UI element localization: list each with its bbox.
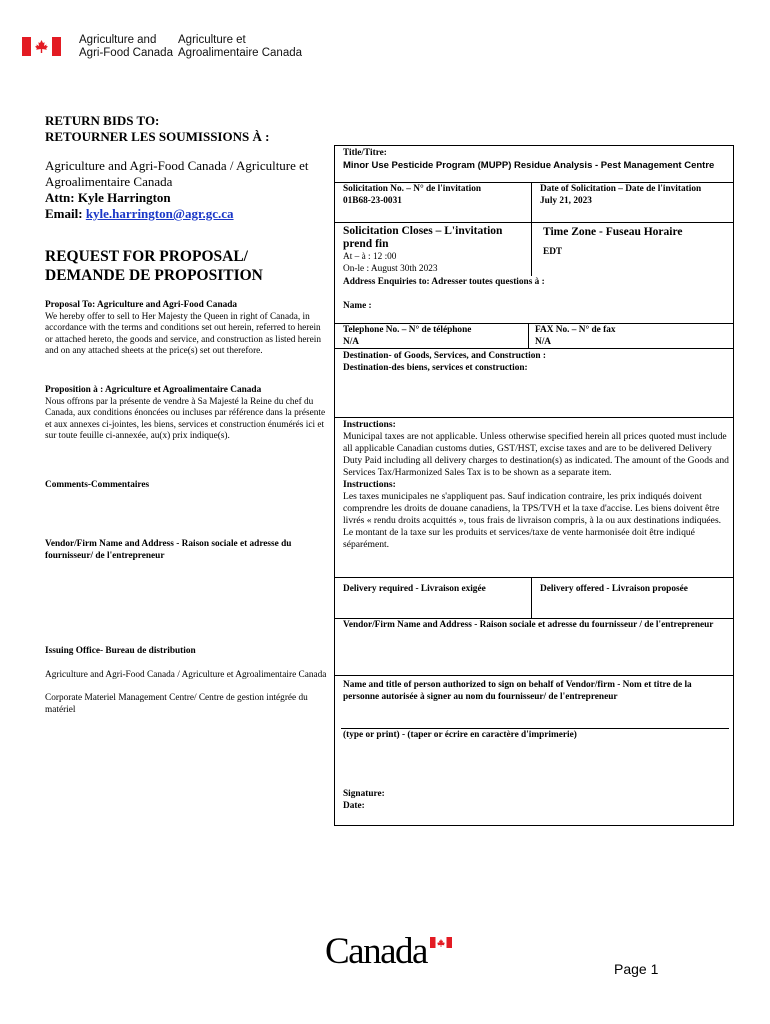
- canada-flag-icon: [22, 37, 61, 56]
- title-cell: [343, 148, 728, 171]
- time-zone: [543, 226, 728, 259]
- fax: [535, 325, 725, 348]
- telephone-value: N/A: [343, 336, 360, 347]
- return-email: [45, 206, 330, 222]
- department-name-fr: [178, 34, 302, 60]
- proposal-fr-body: Nous offrons par la présente de vendre à Sa Majesté la Reine du chef du Canada, aux conditions énoncées ou incluses par référence dans la présente et aux annexes ci-jointes, les biens, services et construction énumérés ici et sur toute feuille ci-annexée, au(x) prix indique(s).: [45, 396, 326, 442]
- return-bids-heading: [45, 113, 269, 145]
- return-address: [45, 158, 330, 222]
- destination: [343, 351, 728, 374]
- time-zone-label: Time Zone - Fuseau Horaire: [543, 226, 683, 238]
- rfp-title: [45, 247, 263, 285]
- return-org: Agriculture and Agri-Food Canada / Agriculture et Agroalimentaire Canada: [45, 158, 309, 189]
- address-enquiries: Address Enquiries to: Adresser toutes questions à :: [343, 277, 545, 287]
- time-zone-value: EDT: [543, 247, 563, 257]
- solicitation-value: 01B68-23-0031: [343, 195, 402, 206]
- department-name-en: [79, 34, 173, 60]
- fax-label: FAX No. – N° de fax: [535, 325, 616, 335]
- fax-value: N/A: [535, 336, 552, 347]
- page-number: Page 1: [614, 961, 659, 977]
- delivery-required: Delivery required - Livraison exigée: [343, 584, 486, 594]
- rfp-line2: DEMANDE DE PROPOSITION: [45, 267, 263, 284]
- return-attn: Attn: Kyle Harrington: [45, 190, 171, 205]
- solicitation-date: [540, 184, 730, 207]
- dept-fr-line1: Agriculture et: [178, 34, 246, 46]
- return-line2: RETOURNER LES SOUMISSIONS À :: [45, 129, 270, 144]
- authorized-person: Name and title of person authorized to sign on behalf of Vendor/firm - Nom et titre de la personne autorisée à signer au nom du fournisseur/ de l'entrepreneur: [343, 680, 692, 702]
- name-field: Name :: [343, 301, 372, 311]
- destination-fr: Destination-des biens, services et construction:: [343, 362, 528, 373]
- canada-wordmark-text: Canada: [325, 931, 427, 972]
- email-label: Email:: [45, 206, 86, 221]
- vendor-name-address: Vendor/Firm Name and Address - Raison sociale et adresse du fournisseur / de l'entrepreneur: [343, 620, 714, 630]
- proposal-en: [45, 300, 330, 358]
- title-value: Minor Use Pesticide Program (MUPP) Residue Analysis - Pest Management Centre: [343, 159, 715, 171]
- type-or-print: (type or print) - (taper or écrire en caractère d'imprimerie): [343, 730, 577, 740]
- comments-label: Comments-Commentaires: [45, 480, 150, 490]
- wordmark-flag-icon: [430, 937, 452, 948]
- closes-label: Solicitation Closes – L'invitation prend fin: [343, 225, 503, 250]
- issuing-heading: Issuing Office- Bureau de distribution: [45, 646, 196, 656]
- signature-label: Signature:: [343, 789, 385, 799]
- instructions-en: Municipal taxes are not applicable. Unless otherwise specified herein all prices quoted must include all applicable Canadian customs duties, GST/HST, excise taxes and are to be delivered Delivery Duty Paid including all delivery charges to destination(s) as indicated. The amount of the Goods and Services Tax/Harmonized Sales Tax is to be shown as a separate item.: [343, 431, 729, 478]
- signature-date-label: Date:: [343, 800, 365, 811]
- dept-en-line2: Agri-Food Canada: [79, 47, 173, 59]
- proposal-en-heading: Proposal To: Agriculture and Agri-Food Canada: [45, 300, 238, 310]
- solicitation-closes: [343, 225, 528, 275]
- solicitation-number: [343, 184, 528, 207]
- delivery-offered: Delivery offered - Livraison proposée: [540, 584, 688, 594]
- vendor-left-label: Vendor/Firm Name and Address - Raison sociale et adresse du fournisseur/ de l'entrepreneur: [45, 539, 292, 561]
- issuing-office: [45, 646, 330, 716]
- issuing-centre: Corporate Materiel Management Centre/ Centre de gestion intégrée du matériel: [45, 693, 308, 715]
- instructions-fr: Les taxes municipales ne s'appliquent pas. Sauf indication contraire, les prix indiqués doivent comprendre les droits de douane canadiens, la TPS/TVH et la taxe d'accise. Les biens doivent être livrés « rendu droits acquittés », tous frais de livraison compris, à la ou aux destinations indiquées. Le montant de la taxe sur les produits et services/taxe de vente harmonisée doit être indiqué séparément.: [343, 491, 722, 550]
- return-line1: RETURN BIDS TO:: [45, 113, 160, 128]
- closes-on: On-le : August 30th 2023: [343, 263, 438, 274]
- proposal-en-body: We hereby offer to sell to Her Majesty the Queen in right of Canada, in accordance with the terms and conditions set out herein, referred to herein or attached hereto, the goods and service, and construction as listed herein and on any attached sheets at the price(s) set out therefore.: [45, 311, 321, 357]
- date-label: Date of Solicitation – Date de l'invitation: [540, 184, 702, 194]
- destination-en: Destination- of Goods, Services, and Construction :: [343, 351, 546, 361]
- solicitation-box: [334, 145, 734, 826]
- telephone: [343, 325, 523, 348]
- closes-at: At – à : 12 :00: [343, 252, 397, 262]
- title-label: Title/Titre:: [343, 148, 387, 158]
- dept-fr-line2: Agroalimentaire Canada: [178, 47, 303, 59]
- instructions-label-fr: Instructions:: [343, 479, 396, 490]
- issuing-org: Agriculture and Agri-Food Canada / Agriculture et Agroalimentaire Canada: [45, 669, 327, 680]
- canada-wordmark: [325, 931, 460, 972]
- dept-en-line1: Agriculture and: [79, 34, 157, 46]
- signature-block: [343, 789, 385, 812]
- instructions: [343, 419, 729, 551]
- proposal-fr: [45, 385, 330, 443]
- email-link[interactable]: kyle.harrington@agr.gc.ca: [85, 206, 234, 221]
- proposal-fr-heading: Proposition à : Agriculture et Agroalimentaire Canada: [45, 385, 262, 395]
- rfp-line1: REQUEST FOR PROPOSAL/: [45, 248, 248, 265]
- instructions-label: Instructions:: [343, 419, 396, 430]
- date-value: July 21, 2023: [540, 195, 592, 206]
- solicitation-label: Solicitation No. – N° de l'invitation: [343, 184, 482, 194]
- telephone-label: Telephone No. – N° de téléphone: [343, 325, 472, 335]
